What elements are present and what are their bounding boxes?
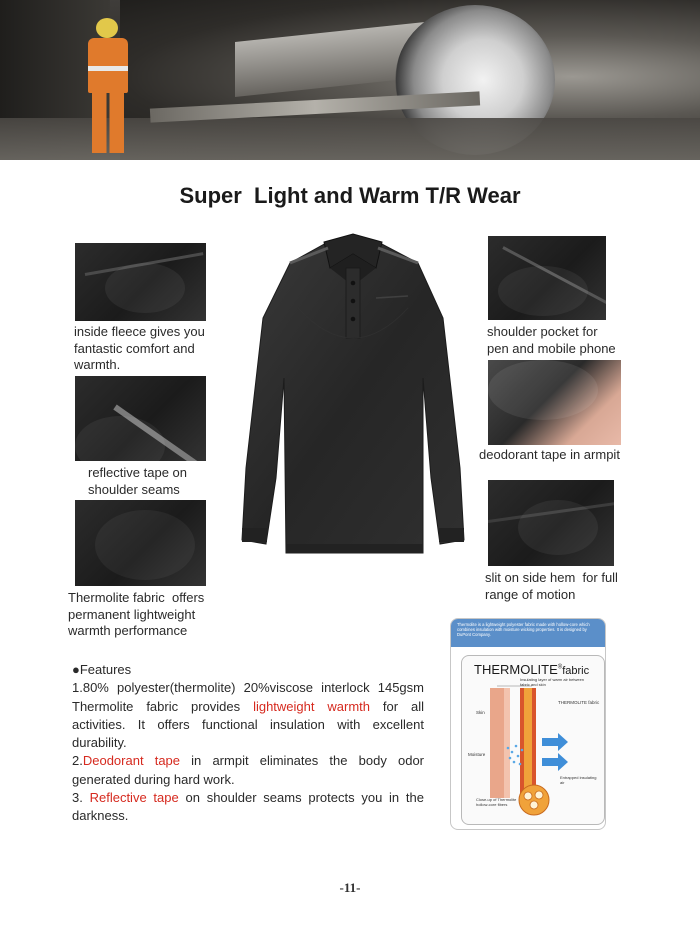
thermolite-diagram	[450, 618, 606, 830]
page-number: -11-	[339, 880, 361, 895]
highlight-deodorant-tape: Deodorant tape	[82, 753, 181, 769]
fleece-detail-photo	[75, 243, 206, 321]
label-closeup: Close-up of Thermolite hollow-core fibers	[476, 797, 517, 807]
caption-fleece: inside fleece gives you fantastic comfort and warmth.	[74, 324, 205, 372]
label-moisture: Moisture	[468, 752, 486, 757]
label-entrapped: Entrapped insulating air	[560, 775, 597, 785]
label-insulating: Insulating layer of warm air between fabric and skin	[520, 677, 585, 687]
caption-thermolite: Thermolite fabric offers permanent lightweight warmth performance	[68, 590, 205, 638]
caption-reflective: reflective tape on shoulder seams	[88, 465, 188, 497]
features-heading: ●Features	[72, 662, 132, 677]
feature-item-3: 3. Reflective tape on shoulder seams protects you in the darkness.	[72, 790, 424, 824]
features-section	[72, 661, 424, 826]
thermolite-banner: Thermolite is a lightweight polyester fabric made with hollow-core which combines insulation with moisture wicking properties. It is designed by DuPont Company.	[451, 619, 605, 647]
shoulder-pocket-photo	[488, 236, 606, 320]
polo-shirt-image	[228, 228, 478, 563]
caption-deodorant: deodorant tape in armpit	[479, 447, 620, 462]
page-title: Super Light and Warm T/R Wear	[179, 183, 521, 208]
label-skin: Skin	[476, 710, 485, 715]
highlight-lightweight-warmth: lightweight warmth	[253, 698, 371, 714]
thermolite-logo: THERMOLITE®fabric	[474, 662, 590, 677]
hero-mining-photo	[0, 0, 700, 160]
label-fabric: THERMOLITE fabric	[558, 700, 600, 705]
thermolite-fabric-photo	[75, 500, 206, 586]
side-slit-photo	[488, 480, 614, 566]
caption-slit: slit on side hem for full range of motion	[485, 570, 618, 602]
thermolite-panel	[461, 655, 605, 825]
reflective-tape-detail-photo	[75, 376, 206, 461]
feature-item-1: 1.80% polyester(thermolite) 20%viscose interlock 145gsm Thermolite fabric provides lightweight warmth for all activities. It offers functional insulation with excellent durability.	[72, 680, 425, 751]
miner-figure	[82, 18, 134, 153]
feature-item-2: 2.Deodorant tape in armpit eliminates the body odor generated during hard work.	[72, 753, 424, 787]
highlight-reflective-tape: Reflective tape	[89, 790, 179, 806]
caption-pocket: shoulder pocket for pen and mobile phone	[487, 324, 616, 356]
deodorant-tape-photo	[488, 360, 621, 445]
